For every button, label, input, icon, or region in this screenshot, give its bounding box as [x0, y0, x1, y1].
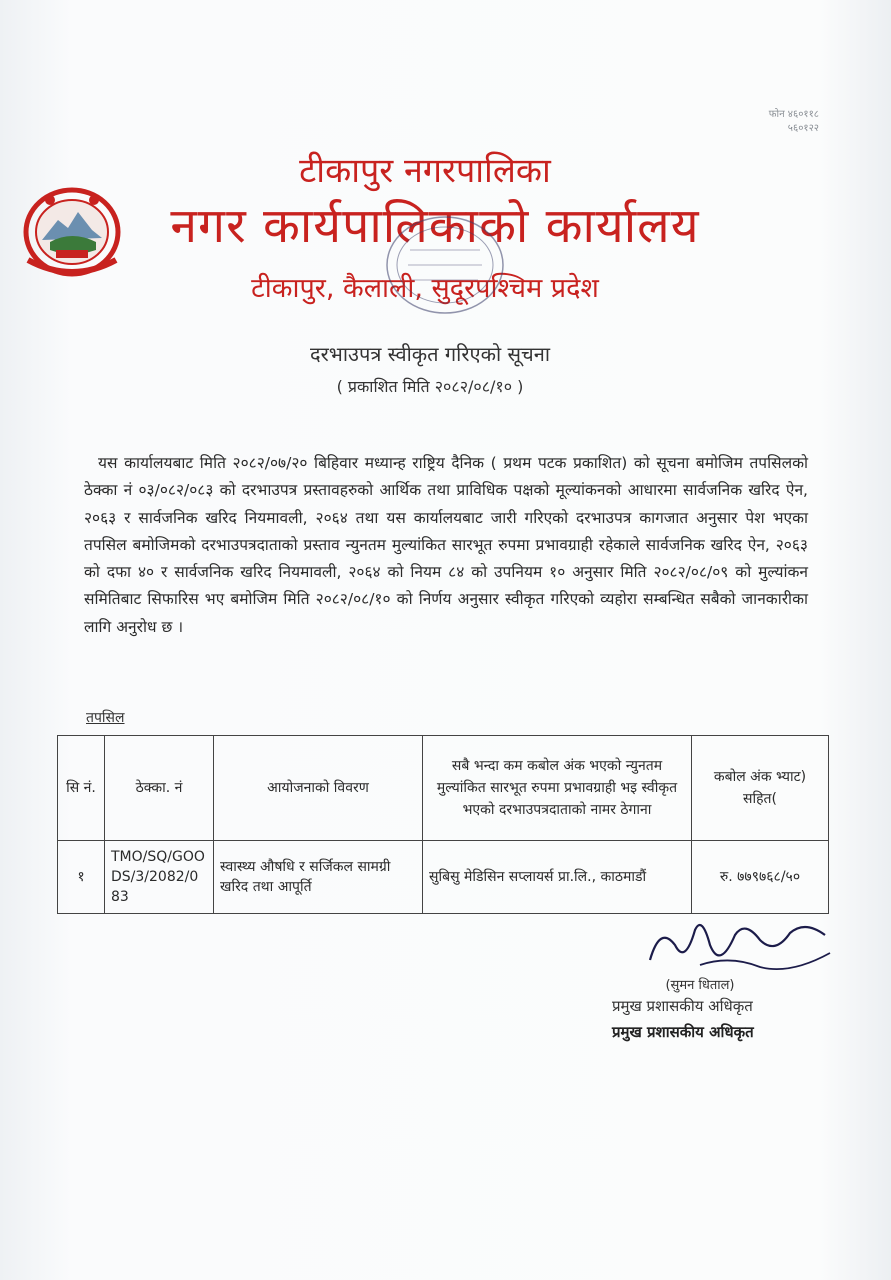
signatory-title: प्रमुख प्रशासकीय अधिकृत [612, 997, 753, 1015]
header-bidder: सबै भन्दा कम कबोल अंक भएको न्युनतम मुल्यांकित सारभूत रुपमा प्रभावग्राही भइ स्वीकृत भएको दरभाउपत्रदाताको नामर ठेगाना [423, 736, 692, 841]
notice-body [84, 450, 808, 641]
notice-published-date: ( प्रकाशित मिति २०८२/०८/१० ) [336, 377, 524, 396]
header-contract-no: ठेक्का. नं [105, 736, 214, 841]
municipality-name: टीकापुर नगरपालिका [299, 151, 551, 191]
signatory-name: (सुमन धिताल) [665, 978, 735, 993]
notice-title: दरभाउपत्र स्वीकृत गरिएको सूचना [309, 342, 551, 366]
office-name: नगर कार्यपालिकाको कार्यालय [170, 198, 700, 254]
phone-line-2: ५६०१२२ [787, 123, 819, 134]
cell-amount: रु. ७७९७६८/५० [692, 841, 829, 914]
table-caption: तपसिल [86, 710, 125, 726]
signatory-title-stamp: प्रमुख प्रशासकीय अधिकृत [612, 1023, 754, 1041]
table-row [58, 841, 829, 914]
office-stamp [380, 210, 510, 320]
handwritten-signature [640, 905, 840, 985]
cell-contract-no: TMO/SQ/GOODS/3/2082/083 [105, 841, 214, 914]
cell-sn: १ [58, 841, 105, 914]
phone-line-1: फोन ४६०११८ [768, 109, 819, 120]
office-address: टीकापुर, कैलाली, सुदूरपश्चिम प्रदेश [251, 273, 599, 304]
bid-table [57, 735, 829, 914]
phone-numbers [729, 108, 819, 136]
notice-body-paragraph: यस कार्यालयबाट मिति २०८२/०७/२० बिहिवार मध्यान्ह राष्ट्रिय दैनिक ( प्रथम पटक प्रकाशित) को सूचना बमोजिम तपसिलको ठेक्का नं ०३/०८२/०८३ को दरभाउपत्र प्रस्तावहरुको आर्थिक तथा प्राविधिक पक्षको मूल्यांकनको आधारमा सार्वजनिक खरिद ऐन, २०६३ र सार्वजनिक खरिद नियमावली, २०६४ तथा यस कार्यालयबाट जारी गरिएको दरभाउपत्र कागजात अनुसार पेश भएका तपसिल बमोजिमको दरभाउपत्रदाताको प्रस्ताव न्युनतम मुल्यांकित सारभूत रुपमा प्रभावग्राही रहेकाले सार्वजनिक खरिद ऐन, २०६३ को दफा ४० र सार्वजनिक खरिद नियमावली, २०६४ को नियम ८४ को उपनियम १० अनुसार मिति २०८२/०८/०९ को मुल्यांकन समितिबाट सिफारिस भए बमोजिम मिति २०८२/०८/१० को निर्णय अनुसार स्वीकृत गरिएको व्यहोरा सम्बन्धित सबैको जानकारीका लागि अनुरोध छ । [84, 454, 808, 636]
header-bid-amount: कबोल अंक भ्याट) सहित( [692, 736, 829, 841]
header-project-description: आयोजनाको विवरण [214, 736, 423, 841]
cell-description: स्वास्थ्य औषधि र सर्जिकल सामग्री खरिद तथा आपूर्ति [214, 841, 423, 914]
header-sn: सि नं. [58, 736, 105, 841]
table-header-row [58, 736, 829, 841]
nepal-emblem-logo [20, 180, 125, 280]
cell-bidder: सुबिसु मेडिसिन सप्लायर्स प्रा.लि., काठमाडौं [423, 841, 692, 914]
